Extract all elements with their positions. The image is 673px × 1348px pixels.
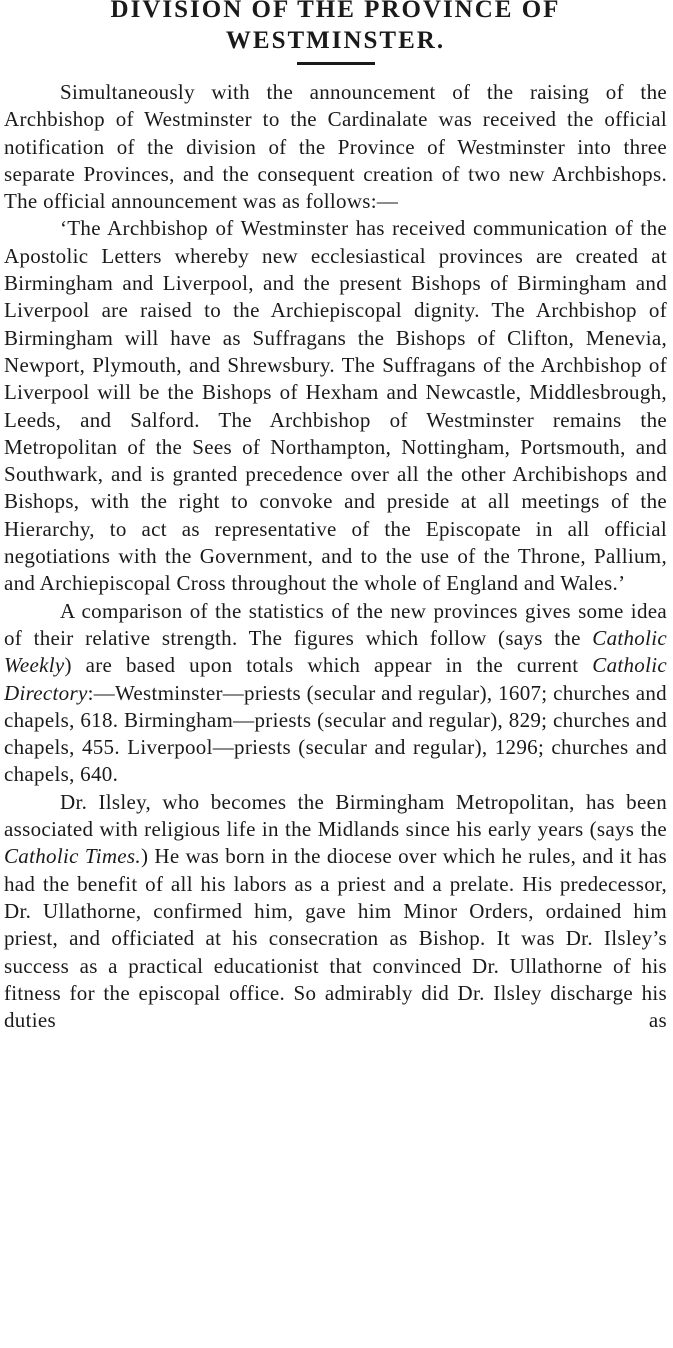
article-heading	[4, 0, 667, 56]
paragraph-dr-ilsley	[4, 789, 667, 1035]
heading-line-1: DIVISION OF THE PROVINCE OF	[110, 0, 561, 23]
ilsley-text-b: ) He was born in the diocese over which he rules, and it has had the benefit of all his labors as a priest and a prelate. His predecessor, Dr. Ullathorne, confirmed him, gave him Minor Orders, ordained him priest, and officiated at his consecration as Bishop. It was Dr. Ilsley’s success as a practical educationist that convinced Dr. Ullathorne of his fitness for the episcopal office. So admirably did Dr. Ilsley discharge his duties as	[4, 844, 667, 1033]
publication-catholic-times: Catholic Times.	[4, 844, 141, 869]
ilsley-text-a: Dr. Ilsley, who becomes the Birmingham Metropolitan, has been associated with religious life in the Midlands since his early years (says the	[4, 789, 667, 842]
publication-catholic-directory: Catholic Directory	[4, 653, 667, 705]
paragraph-official-announcement: ‘The Archbishop of Westminster has received communication of the Apostolic Letters whereby new ecclesiastical provinces are created at Birmingham and Liverpool, and the present Bishops of Birmingham and Liverpool are raised to the Archiepiscopal dignity. The Archbishop of Birmingham will have as Suffragans the Bishops of Clifton, Menevia, Newport, Plymouth, and Shrewsbury. The Suffragans of the Archbishop of Liverpool will be the Bishops of Hexham and Newcastle, Middlesbrough, Leeds, and Salford. The Archbishop of Westminster remains the Metropolitan of the Sees of Northampton, Nottingham, Portsmouth, and Southwark, and is granted precedence over all the other Archibishops and Bishops, with the right to convoke and preside at all meetings of the Hierarchy, to act as representative of the Episcopate in all official negotiations with the Government, and to the use of the Throne, Pallium, and Archiepiscopal Cross throughout the whole of England and Wales.’	[4, 216, 667, 596]
paragraph-statistics	[4, 598, 667, 789]
heading-line-2: WESTMINSTER.	[225, 27, 446, 54]
statistics-text-b: ) are based upon totals which appear in the current	[64, 653, 593, 678]
statistics-text-c: :—Westminster—priests (secular and regular), 1607; churches and chapels, 618. Birmingham—priests (secular and regular), 829; churches and chapels, 455. Liverpool—priests (secular and regular), 1296; churches and chapels, 640.	[4, 680, 667, 787]
publication-catholic-weekly: Catholic Weekly	[4, 625, 667, 678]
paragraph-intro: Simultaneously with the announcement of the raising of the Archbishop of Westminster to the Cardinalate was received the official notification of the division of the Province of Westminster into three separate Provinces, and the consequent creation of two new Archbishops. The official announcement was as follows:—	[4, 80, 667, 214]
statistics-text-a: A comparison of the statistics of the new provinces gives some idea of their relative strength. The figures which follow (says the	[4, 598, 667, 650]
heading-rule	[297, 62, 375, 65]
